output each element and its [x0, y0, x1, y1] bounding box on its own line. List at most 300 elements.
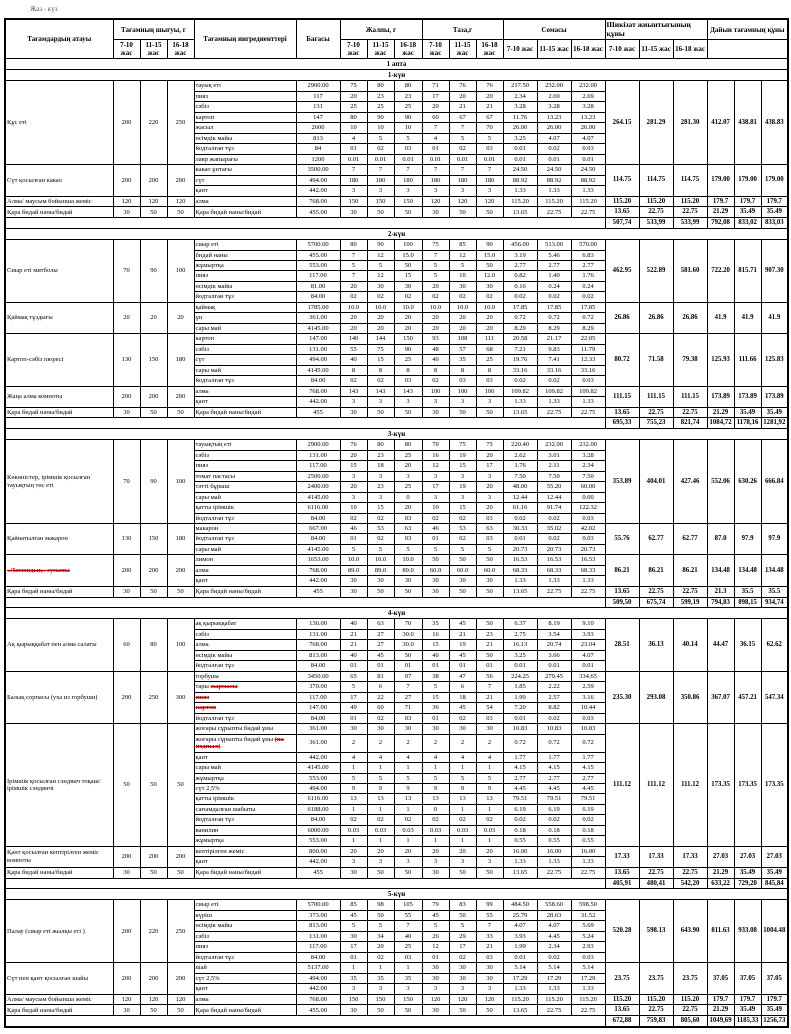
- sum-cell: 0.02: [503, 815, 537, 825]
- gross-cell: 97: [394, 671, 422, 681]
- sum-cell: 0.02: [537, 144, 571, 154]
- net-cell: 70: [476, 123, 503, 133]
- portion-cell: 90: [140, 240, 167, 303]
- gross-cell: 20: [394, 323, 422, 333]
- price-cell: 84.00: [296, 534, 340, 544]
- ingredient-name-label: тәтті бұрыш: [195, 483, 230, 491]
- price-cell: 2400.00: [296, 482, 340, 492]
- gross-cell: 80: [394, 81, 422, 91]
- price-cell: 1200: [296, 154, 340, 164]
- gross-cell: 80: [340, 112, 367, 122]
- net-cell: 1: [476, 763, 503, 773]
- sum-cell: 22.75: [537, 407, 571, 418]
- price-cell: 494.00: [296, 355, 340, 365]
- totals-ready-cost-cell: 934,74: [761, 597, 788, 608]
- sum-cell: 22.75: [571, 586, 605, 597]
- gross-cell: 20: [367, 323, 394, 333]
- gross-cell: 3: [340, 186, 367, 196]
- raw-cost-cell: 462.95: [605, 240, 639, 303]
- ingredient-name-label: қаймақ: [195, 303, 216, 311]
- sum-cell: 0.03: [571, 534, 605, 544]
- net-cell: 0.01: [449, 154, 476, 164]
- ready-cost-cell: 35.49: [734, 207, 761, 218]
- net-cell: 20: [449, 846, 476, 856]
- portion-cell: 200: [167, 846, 194, 867]
- net-cell: 3: [422, 984, 449, 994]
- dish-name-cell: [5, 165, 113, 196]
- gross-cell: 02: [340, 376, 367, 386]
- gross-cell: 02: [367, 292, 394, 302]
- price-cell: 84.00: [296, 713, 340, 723]
- sum-cell: 0.72: [503, 313, 537, 323]
- net-cell: 26: [422, 931, 449, 941]
- totals-raw-cost-cell: 405,91: [605, 878, 639, 889]
- gross-cell: 0.01: [394, 154, 422, 164]
- net-cell: 5: [449, 921, 476, 931]
- dish-name-cell: [5, 555, 113, 586]
- net-cell: 30: [422, 867, 449, 878]
- dish-row: [5, 240, 788, 250]
- totals-raw-cost-cell: 755,23: [639, 418, 673, 429]
- portion-cell: 100: [167, 440, 194, 524]
- gross-cell: 144: [367, 334, 394, 344]
- sum-cell: 0.82: [503, 271, 537, 281]
- ingredient-name-label: Қара бидай наны/бидай: [195, 408, 262, 416]
- sum-cell: 598.50: [571, 900, 605, 910]
- totals-raw-cost-cell: 675,74: [639, 597, 673, 608]
- ingredient-name-cell: [194, 165, 296, 175]
- sum-cell: 0.72: [503, 734, 537, 752]
- ready-cost-cell: 41.9: [707, 302, 734, 333]
- sum-cell: 115.20: [537, 994, 571, 1005]
- ready-cost-cell: 173.89: [761, 386, 788, 407]
- sum-cell: 6.19: [571, 804, 605, 814]
- gross-cell: 7: [340, 250, 367, 260]
- ready-cost-cell: 666.84: [761, 440, 788, 524]
- net-cell: 16: [422, 629, 449, 639]
- totals-ready-cost-cell: 898,15: [734, 597, 761, 608]
- raw-cost-cell: 281.30: [673, 81, 707, 165]
- sum-cell: 3.25: [503, 133, 537, 143]
- portion-cell: 180: [167, 334, 194, 386]
- gross-cell: 30: [340, 576, 367, 586]
- ingredient-name-label: жасыл: [195, 124, 214, 132]
- net-cell: 02: [449, 952, 476, 962]
- gross-cell: 9: [340, 783, 367, 793]
- gross-cell: 18: [367, 461, 394, 471]
- sum-cell: 3.28: [571, 102, 605, 112]
- gross-cell: 03: [394, 952, 422, 962]
- ingredient-struck-label: (на подпыл): [195, 735, 284, 751]
- ingredient-name-cell: [194, 407, 296, 418]
- ingredient-name-label: өсімдік майы: [195, 922, 233, 930]
- totals-ready-cost-cell: 1256,73: [761, 1016, 788, 1027]
- price-cell: 6116.00: [296, 503, 340, 513]
- gross-cell: 4: [340, 752, 367, 762]
- totals-spacer-cell: [5, 218, 605, 229]
- col-header-ingredients: Тағамның ингредиенттері: [194, 19, 296, 59]
- net-cell: 50: [422, 555, 449, 565]
- raw-cost-cell: 22.75: [673, 867, 707, 878]
- net-cell: 120: [476, 994, 503, 1005]
- net-cell: 01: [422, 952, 449, 962]
- ingredient-name-cell: [194, 440, 296, 450]
- sum-cell: 4.45: [571, 783, 605, 793]
- gross-cell: 50: [394, 207, 422, 218]
- raw-cost-cell: 353.89: [605, 440, 639, 524]
- gross-cell: 13: [340, 794, 367, 804]
- net-cell: 0.01: [422, 154, 449, 164]
- gross-cell: 30: [340, 586, 367, 597]
- portion-cell: 30: [113, 586, 140, 597]
- age-header-cell: 11-15 жас: [639, 40, 673, 59]
- gross-cell: 1: [394, 804, 422, 814]
- net-cell: 2: [449, 734, 476, 752]
- raw-cost-cell: 26.86: [673, 302, 707, 333]
- gross-cell: 40: [394, 931, 422, 941]
- net-cell: 03: [476, 513, 503, 523]
- sum-cell: 1.77: [537, 752, 571, 762]
- raw-cost-cell: 80.72: [605, 334, 639, 386]
- net-cell: 60.0: [476, 565, 503, 575]
- sum-cell: 3.93: [503, 931, 537, 941]
- dish-name-label: Ірімшік қосылған сэндвич тоқаш/ ірімшік сэндвичі: [7, 777, 101, 792]
- gross-cell: 20: [394, 846, 422, 856]
- net-cell: 79: [422, 900, 449, 910]
- net-cell: 10.0: [476, 302, 503, 312]
- raw-cost-cell: 427.46: [673, 440, 707, 524]
- gross-cell: 98: [367, 900, 394, 910]
- net-cell: 02: [422, 376, 449, 386]
- ingredient-name-cell: [194, 942, 296, 952]
- net-cell: 30: [422, 407, 449, 418]
- net-cell: 4: [422, 752, 449, 762]
- net-cell: 21: [476, 942, 503, 952]
- ingredient-name-label: бидай наны: [195, 251, 228, 259]
- raw-cost-cell: 115.20: [639, 196, 673, 207]
- sum-cell: 2.34: [537, 942, 571, 952]
- sum-cell: 11.79: [571, 344, 605, 354]
- gross-cell: 3: [367, 397, 394, 407]
- sum-cell: 79.51: [571, 794, 605, 804]
- net-cell: 50: [449, 555, 476, 565]
- sum-cell: 1.33: [571, 397, 605, 407]
- ingredient-name-cell: [194, 692, 296, 702]
- raw-cost-cell: 115.20: [639, 994, 673, 1005]
- week-header-row: [5, 59, 788, 70]
- raw-cost-cell: 36.13: [639, 619, 673, 671]
- gross-cell: 23: [367, 91, 394, 101]
- price-cell: 2500.00: [296, 471, 340, 481]
- age-header-cell: 11-15 жас: [367, 40, 394, 59]
- ingredient-name-label: тары: [195, 683, 211, 691]
- portion-cell: 50: [167, 724, 194, 847]
- gross-cell: 10.0: [340, 555, 367, 565]
- gross-cell: 90: [367, 240, 394, 250]
- dish-name-cell: [5, 900, 113, 963]
- raw-cost-cell: 23.75: [605, 963, 639, 994]
- net-cell: 01: [422, 534, 449, 544]
- dish-name-cell: [5, 994, 113, 1005]
- gross-cell: 20: [394, 313, 422, 323]
- gross-cell: 02: [340, 815, 367, 825]
- sum-cell: 0.24: [571, 281, 605, 291]
- price-cell: 117.00: [296, 461, 340, 471]
- net-cell: 25: [476, 355, 503, 365]
- sum-cell: 7.41: [537, 355, 571, 365]
- net-cell: 50: [449, 586, 476, 597]
- portion-cell: 180: [167, 524, 194, 555]
- raw-cost-cell: 22.75: [673, 407, 707, 418]
- gross-cell: 30.0: [394, 640, 422, 650]
- net-cell: 16: [422, 450, 449, 460]
- totals-raw-cost-cell: 759,83: [639, 1016, 673, 1027]
- age-header-cell: 11-15 жас: [140, 40, 167, 59]
- sum-cell: 0.02: [537, 713, 571, 723]
- gross-cell: 30: [367, 281, 394, 291]
- day-header-cell: 4-күн: [5, 608, 788, 619]
- dish-name-cell: [5, 867, 113, 878]
- net-cell: 90: [476, 240, 503, 250]
- ingredient-name-label: ұн: [195, 314, 203, 322]
- sum-cell: 9.83: [537, 344, 571, 354]
- sum-cell: 20.58: [503, 334, 537, 344]
- ready-cost-cell: 134.48: [707, 555, 734, 586]
- sum-cell: 570.00: [571, 240, 605, 250]
- sum-cell: 232.00: [571, 81, 605, 91]
- net-cell: 4: [422, 133, 449, 143]
- gross-cell: 90: [394, 344, 422, 354]
- gross-cell: 20: [367, 846, 394, 856]
- portion-cell: 100: [167, 619, 194, 671]
- day-header-row: [5, 429, 788, 440]
- net-cell: 1: [449, 763, 476, 773]
- price-cell: 553.00: [296, 261, 340, 271]
- price-cell: 455: [296, 586, 340, 597]
- sum-cell: 0.02: [503, 513, 537, 523]
- menu-table: [4, 18, 789, 1028]
- totals-raw-cost-cell: 480,41: [639, 878, 673, 889]
- ingredient-name-cell: [194, 763, 296, 773]
- ingredient-name-cell: [194, 376, 296, 386]
- gross-cell: 80: [367, 81, 394, 91]
- ingredient-name-label: пияз: [195, 693, 210, 701]
- gross-cell: 15: [367, 355, 394, 365]
- ready-cost-cell: 173.35: [707, 724, 734, 847]
- ready-cost-cell: 173.89: [734, 386, 761, 407]
- ingredient-name-label: алма: [195, 641, 209, 649]
- ingredient-name-cell: [194, 671, 296, 681]
- sum-cell: 60.00: [571, 482, 605, 492]
- portion-cell: 20: [140, 302, 167, 333]
- day-header-row: [5, 70, 788, 81]
- sum-cell: 2.34: [571, 461, 605, 471]
- net-cell: 7: [449, 123, 476, 133]
- net-cell: 21: [476, 692, 503, 702]
- ready-cost-cell: 97.9: [761, 524, 788, 555]
- gross-cell: 89.0: [340, 565, 367, 575]
- dish-name-label: Қара бидай наны/бидай: [7, 587, 73, 595]
- ingredient-name-cell: [194, 334, 296, 344]
- ingredient-name-cell: [194, 534, 296, 544]
- price-cell: 768.00: [296, 640, 340, 650]
- gross-cell: 50: [394, 1005, 422, 1016]
- ingredient-name-label: қант: [195, 858, 208, 866]
- ingredient-name-label: алма: [195, 197, 209, 205]
- gross-cell: 1: [340, 763, 367, 773]
- sum-cell: 0.18: [537, 825, 571, 835]
- gross-cell: 10.0: [367, 555, 394, 565]
- gross-cell: 40: [340, 355, 367, 365]
- sum-cell: 8.29: [503, 323, 537, 333]
- gross-cell: 2: [394, 734, 422, 752]
- ingredient-name-label: горбуша: [195, 672, 219, 680]
- net-cell: 83: [449, 900, 476, 910]
- dish-name-cell: [5, 846, 113, 867]
- ingredient-name-label: сәбіз: [195, 345, 209, 353]
- raw-cost-cell: 17.33: [673, 846, 707, 867]
- dish-row: [5, 207, 788, 218]
- net-cell: 02: [449, 713, 476, 723]
- portion-cell: 30: [113, 407, 140, 418]
- portion-cell: 200: [140, 165, 167, 196]
- sum-cell: 16.53: [571, 555, 605, 565]
- portion-cell: 250: [167, 900, 194, 963]
- gross-cell: 27: [367, 629, 394, 639]
- ingredient-name-label: йодталған тұз: [195, 662, 234, 670]
- price-cell: 6000.00: [296, 825, 340, 835]
- totals-spacer-cell: [5, 597, 605, 608]
- gross-cell: 3: [367, 471, 394, 481]
- ingredient-name-label: қант: [195, 577, 208, 585]
- ready-cost-cell: 111.66: [734, 334, 761, 386]
- raw-cost-cell: 86.21: [605, 555, 639, 586]
- sum-cell: 232.00: [571, 440, 605, 450]
- price-cell: 4145.00: [296, 544, 340, 554]
- net-cell: 5: [449, 261, 476, 271]
- sum-cell: 0.72: [571, 313, 605, 323]
- gross-cell: 20: [394, 503, 422, 513]
- totals-ready-cost-cell: 845,84: [761, 878, 788, 889]
- net-cell: 01: [449, 661, 476, 671]
- net-cell: 5: [449, 133, 476, 143]
- ingredient-name-label: сәбіз: [195, 103, 209, 111]
- gross-cell: 20: [340, 323, 367, 333]
- ingredient-name-label: сиыр еті: [195, 241, 219, 249]
- col-header-ready-cost: Дайын тағамның құны: [707, 19, 788, 40]
- gross-cell: 3: [340, 857, 367, 867]
- ingredient-name-label: жұмыртқа: [195, 262, 224, 270]
- gross-cell: 5: [367, 544, 394, 554]
- sum-cell: 12.44: [537, 492, 571, 502]
- net-cell: 20: [476, 482, 503, 492]
- gross-cell: 105: [394, 900, 422, 910]
- sum-cell: 2.77: [537, 773, 571, 783]
- sum-cell: 33.16: [503, 365, 537, 375]
- ingredient-name-label: сағымдалған шабыты: [195, 805, 256, 813]
- sum-cell: 4.07: [571, 650, 605, 660]
- totals-ready-cost-cell: 1185,33: [734, 1016, 761, 1027]
- gross-cell: 25: [394, 942, 422, 952]
- sum-cell: 4.45: [503, 783, 537, 793]
- gross-cell: 1: [367, 804, 394, 814]
- sum-cell: 2.75: [503, 629, 537, 639]
- dish-name-cell: [5, 440, 113, 524]
- sum-cell: 19.76: [503, 355, 537, 365]
- net-cell: 12: [422, 942, 449, 952]
- price-cell: 117.00: [296, 692, 340, 702]
- portion-cell: 100: [167, 240, 194, 303]
- price-cell: 147: [296, 112, 340, 122]
- sum-cell: 13.65: [503, 867, 537, 878]
- raw-cost-cell: 17.33: [605, 846, 639, 867]
- gross-cell: 50: [394, 586, 422, 597]
- totals-ready-cost-cell: 833,02: [734, 218, 761, 229]
- totals-raw-cost-cell: 533,99: [673, 218, 707, 229]
- ingredient-name-label: Қара бидай наны/бидай: [195, 1006, 262, 1014]
- ready-cost-cell: 933.08: [734, 900, 761, 963]
- ingredient-name-label: жоғары сұрыпты бидай ұны: [195, 735, 275, 743]
- raw-cost-cell: 22.75: [639, 586, 673, 597]
- gross-cell: 3: [394, 186, 422, 196]
- ingredient-struck-label: жармасы: [210, 683, 238, 691]
- sum-cell: 55.20: [537, 482, 571, 492]
- ingredient-name-label: йодталған тұз: [195, 535, 234, 543]
- gross-cell: 22: [367, 692, 394, 702]
- ingredient-name-label: йодталған тұз: [195, 145, 234, 153]
- price-cell: 84.00: [296, 513, 340, 523]
- sum-cell: 8.82: [537, 703, 571, 713]
- sum-cell: 4.07: [537, 133, 571, 143]
- ingredient-name-label: картоп: [195, 335, 215, 343]
- sum-cell: 33.16: [571, 365, 605, 375]
- net-cell: 20: [476, 503, 503, 513]
- sum-cell: 48.00: [503, 482, 537, 492]
- gross-cell: 0.03: [340, 825, 367, 835]
- sum-cell: 224.25: [503, 671, 537, 681]
- col-header-total-g: Жалпы, г: [340, 19, 422, 40]
- gross-cell: 5: [340, 261, 367, 271]
- gross-cell: 1: [394, 836, 422, 846]
- sum-cell: 17.85: [571, 302, 605, 312]
- net-cell: 40: [422, 355, 449, 365]
- price-cell: 813: [296, 133, 340, 143]
- price-cell: 442.00: [296, 857, 340, 867]
- ingredient-name-label: сары май: [195, 493, 222, 501]
- gross-cell: 60: [367, 703, 394, 713]
- dish-row: [5, 671, 788, 681]
- sum-cell: 68.33: [537, 565, 571, 575]
- col-header-net-g: Таза,г: [422, 19, 503, 40]
- ready-cost-cell: 412.07: [707, 81, 734, 165]
- price-cell: 4145.00: [296, 323, 340, 333]
- ready-cost-cell: 41.9: [761, 302, 788, 333]
- ingredient-name-label: алма: [195, 995, 209, 1003]
- raw-cost-cell: 111.15: [673, 386, 707, 407]
- portion-cell: 200: [113, 81, 140, 165]
- sum-cell: 6.83: [571, 250, 605, 260]
- portion-cell: 220: [140, 900, 167, 963]
- net-cell: 180: [449, 175, 476, 185]
- ready-cost-cell: 179.00: [761, 165, 788, 196]
- sum-cell: 7.50: [537, 471, 571, 481]
- gross-cell: 21: [340, 640, 367, 650]
- sum-cell: 0.01: [503, 144, 537, 154]
- sum-cell: 232.00: [537, 440, 571, 450]
- net-cell: 18: [449, 692, 476, 702]
- sum-cell: 0.02: [571, 292, 605, 302]
- ready-cost-cell: 438.83: [761, 81, 788, 165]
